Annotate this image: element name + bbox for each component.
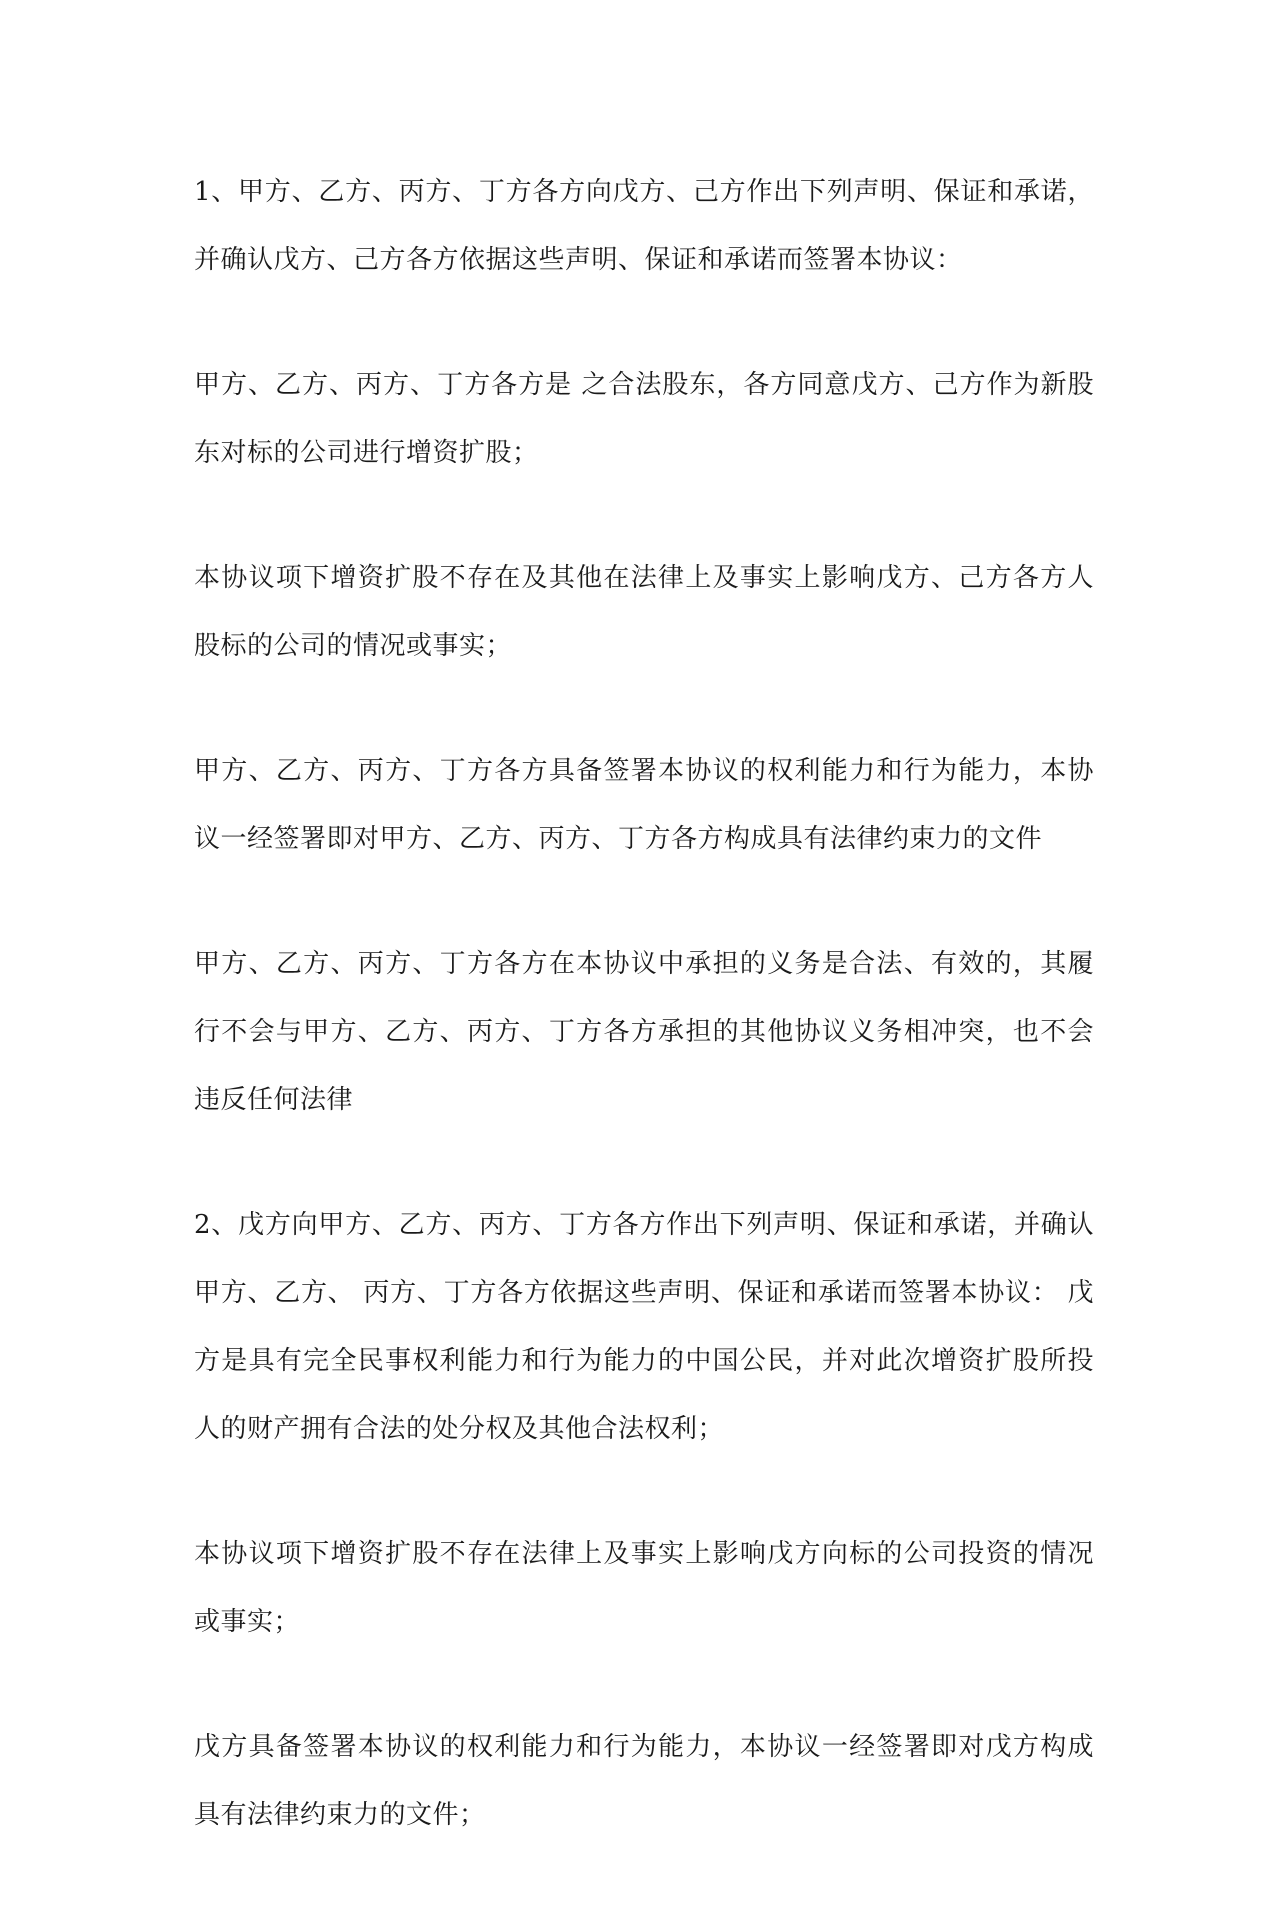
paragraph-4: 甲方、乙方、丙方、丁方各方具备签署本协议的权利能力和行为能力，本协议一经签署即对甲方、乙方、丙方、丁方各方构成具有法律约束力的文件 (194, 756, 1094, 854)
paragraph-8: 戊方具备签署本协议的权利能力和行为能力，本协议一经签署即对戊方构成具有法律约束力的文件； (194, 1732, 1094, 1830)
paragraph-2: 甲方、乙方、丙方、丁方各方是 之合法股东，各方同意戊方、己方作为新股东对标的公司进行增资扩股； (194, 370, 1095, 468)
paragraph-1: 1、甲方、乙方、丙方、丁方各方向戊方、己方作出下列声明、保证和承诺，并确认戊方、己方各方依据这些声明、保证和承诺而签署本协议： (194, 177, 1094, 275)
document-body (194, 158, 1094, 1906)
paragraph-7: 本协议项下增资扩股不存在法律上及事实上影响戊方向标的公司投资的情况或事实； (194, 1539, 1094, 1637)
paragraph-5: 甲方、乙方、丙方、丁方各方在本协议中承担的义务是合法、有效的，其履行不会与甲方、乙方、丙方、丁方各方承担的其他协议义务相冲突，也不会违反任何法律 (194, 949, 1094, 1115)
paragraph-3: 本协议项下增资扩股不存在及其他在法律上及事实上影响戊方、己方各方人股标的公司的情况或事实； (194, 563, 1094, 661)
paragraph-6: 2、戊方向甲方、乙方、丙方、丁方各方作出下列声明、保证和承诺，并确认甲方、乙方、 丙方、丁方各方依据这些声明、保证和承诺而签署本协议： 戊方是具有完全民事权利能力和行为能力的中国公民，并对此次增资扩股所投人的财产拥有合法的处分权及其他合法权利； (194, 1210, 1094, 1444)
